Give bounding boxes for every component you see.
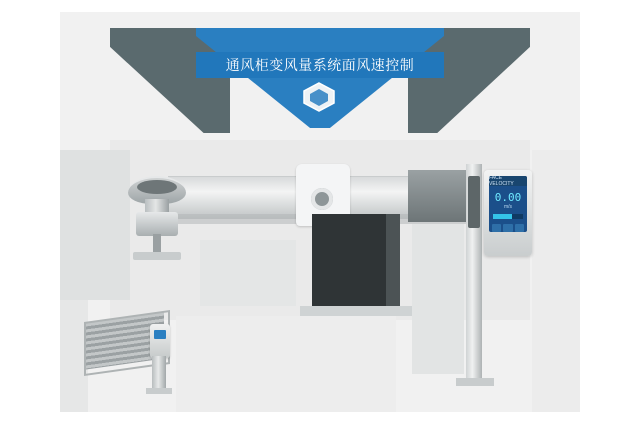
controller-pole-strip bbox=[468, 176, 480, 228]
probe-pipe-base bbox=[146, 388, 172, 394]
background-mass bbox=[200, 240, 296, 306]
screen-unit: m/s bbox=[503, 204, 513, 210]
controller-pole-base bbox=[456, 378, 494, 386]
fume-hood-cabinet-base bbox=[300, 306, 412, 316]
valve-damper-ring-icon bbox=[311, 188, 333, 210]
velocity-probe-indicator bbox=[154, 330, 166, 339]
fume-hood-cabinet bbox=[312, 214, 386, 310]
background-mass bbox=[60, 150, 130, 300]
title-banner bbox=[196, 52, 444, 78]
funnel-sensor-housing bbox=[136, 212, 178, 236]
screen-header: FACE VELOCITY bbox=[489, 176, 527, 186]
background-mass bbox=[532, 150, 580, 412]
funnel-sensor-aperture bbox=[137, 180, 177, 194]
hexagon-badge-icon bbox=[302, 82, 336, 112]
screen-soft-buttons[interactable] bbox=[492, 224, 524, 232]
screen-soft-button[interactable] bbox=[515, 224, 524, 232]
screen-soft-button[interactable] bbox=[503, 224, 512, 232]
page-title: 通风柜变风量系统面风速控制 bbox=[225, 57, 415, 73]
controller-screen bbox=[489, 176, 527, 232]
duct-end-cap bbox=[408, 170, 470, 222]
funnel-sensor-stem bbox=[153, 234, 161, 254]
background-mass bbox=[176, 316, 396, 412]
funnel-sensor-base bbox=[133, 252, 181, 260]
fume-hood-cabinet-side bbox=[386, 214, 400, 310]
screen-bargraph bbox=[493, 214, 523, 219]
probe-pipe bbox=[152, 356, 166, 390]
screen-value: 0.00 bbox=[494, 191, 522, 204]
background-mass bbox=[412, 224, 464, 374]
screen-soft-button[interactable] bbox=[492, 224, 501, 232]
